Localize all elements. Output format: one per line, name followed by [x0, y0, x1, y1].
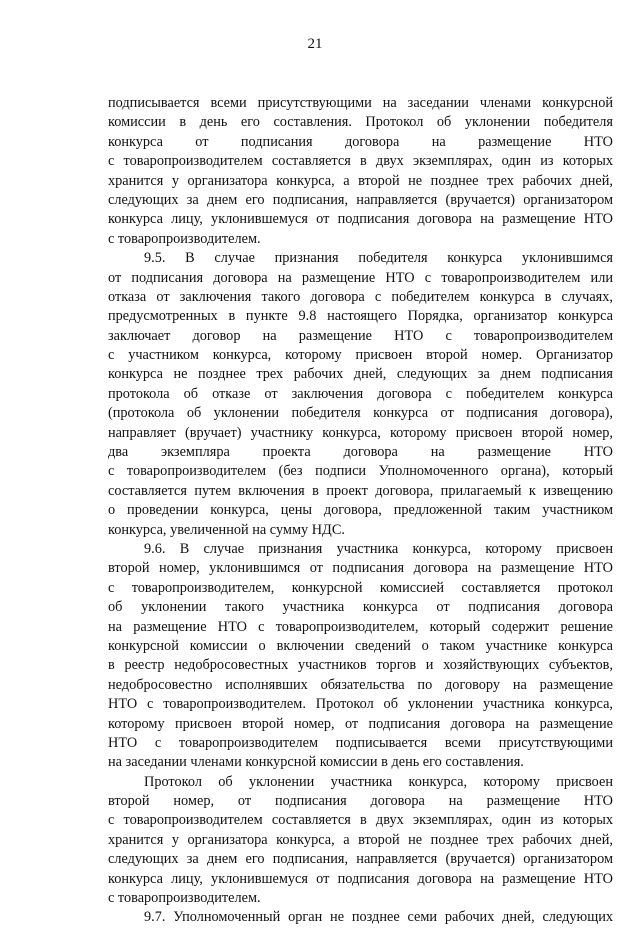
text-line: об уклонении такого участника конкурса от подписания договора	[108, 599, 613, 616]
text-line: Протокол об уклонении участника конкурса, которому присвоен	[144, 773, 613, 790]
text-line: от подписания договора на размещение НТО с товаропроизводителем или	[108, 269, 613, 286]
text-line: с товаропроизводителем (без подписи Уполномоченного органа), который	[108, 463, 613, 480]
text-line: 9.5. В случае признания победителя конкурса уклонившимся	[144, 250, 613, 267]
text-line: конкурсной комиссии о включении сведений о таком участнике конкурса	[108, 637, 613, 654]
text-line: направляет (вручает) участнику конкурса, которому присвоен второй номер,	[108, 424, 613, 441]
text-line: подписывается всеми присутствующими на заседании членами конкурсной	[108, 95, 613, 111]
text-line: конкурса лицу, уклонившемуся от подписания договора на размещение НТО	[108, 870, 613, 887]
text-line: с участником конкурса, которому присвоен второй номер. Организатор	[108, 347, 613, 364]
text-line: хранится у организатора конкурса, а второй не позднее трех рабочих дней,	[108, 172, 613, 189]
text-line: (протокола об уклонении победителя конкурса от подписания договора),	[108, 405, 613, 422]
text-line: с товаропроизводителем.	[108, 890, 261, 907]
text-line: предусмотренных в пункте 9.8 настоящего Порядка, организатор конкурса	[108, 308, 613, 325]
text-line: протокола об отказе от заключения договора с победителем конкурса	[108, 385, 613, 402]
page-number: 21	[307, 36, 323, 52]
text-line: заключает договор на размещение НТО с товаропроизводителем	[108, 327, 613, 344]
text-line: в реестр недобросовестных участников торгов и хозяйствующих субъектов,	[108, 657, 613, 674]
text-line: конкурса, увеличенной на сумму НДС.	[108, 521, 345, 538]
text-line: с товаропроизводителем, конкурсной комиссией составляется протокол	[108, 579, 613, 596]
text-line: конкурса от подписания договора на размещение НТО	[108, 133, 613, 150]
text-line: НТО с товаропроизводителем. Протокол об уклонении участника конкурса,	[108, 696, 613, 713]
document-body	[108, 94, 613, 928]
text-line: на размещение НТО с товаропроизводителем, который содержит решение	[108, 618, 613, 635]
text-line: НТО с товаропроизводителем подписывается всеми присутствующими	[108, 734, 613, 751]
text-line: следующих за днем его подписания, направляется (вручается) организатором	[108, 851, 613, 868]
text-line: 9.7. Уполномоченный орган не позднее семи рабочих дней, следующих	[144, 909, 613, 926]
text-line: конкурса не позднее трех рабочих дней, следующих за днем подписания	[108, 366, 613, 383]
text-line: второй номер, уклонившимся от подписания договора на размещение НТО	[108, 560, 613, 577]
text-line: два экземпляра проекта договора на размещение НТО	[108, 444, 613, 461]
text-line: о проведении конкурса, цены договора, предложенной таким участником	[108, 502, 613, 519]
text-line: конкурса лицу, уклонившемуся от подписания договора на размещение НТО	[108, 211, 613, 228]
text-line: которому присвоен второй номер, от подписания договора на размещение	[108, 715, 613, 732]
text-line: отказа от заключения такого договора с победителем конкурса в случаях,	[108, 288, 613, 305]
text-line: на заседании членами конкурсной комиссии в день его составления.	[108, 754, 524, 771]
text-line: следующих за днем его подписания, направляется (вручается) организатором	[108, 191, 613, 208]
text-line: второй номер, от подписания договора на размещение НТО	[108, 793, 613, 810]
text-line: хранится у организатора конкурса, а второй не позднее трех рабочих дней,	[108, 831, 613, 848]
text-line: с товаропроизводителем составляется в двух экземплярах, один из которых	[108, 812, 613, 829]
text-line: с товаропроизводителем составляется в двух экземплярах, один из которых	[108, 153, 613, 170]
text-line: 9.6. В случае признания участника конкурса, которому присвоен	[144, 540, 613, 557]
text-line: комиссии в день его составления. Протокол об уклонении победителя	[108, 114, 613, 131]
text-line: с товаропроизводителем.	[108, 230, 261, 247]
text-line: недобросовестно исполнявших обязательства по договору на размещение	[108, 676, 613, 693]
text-line: составляется путем включения в проект договора, прилагаемый к извещению	[108, 482, 613, 499]
